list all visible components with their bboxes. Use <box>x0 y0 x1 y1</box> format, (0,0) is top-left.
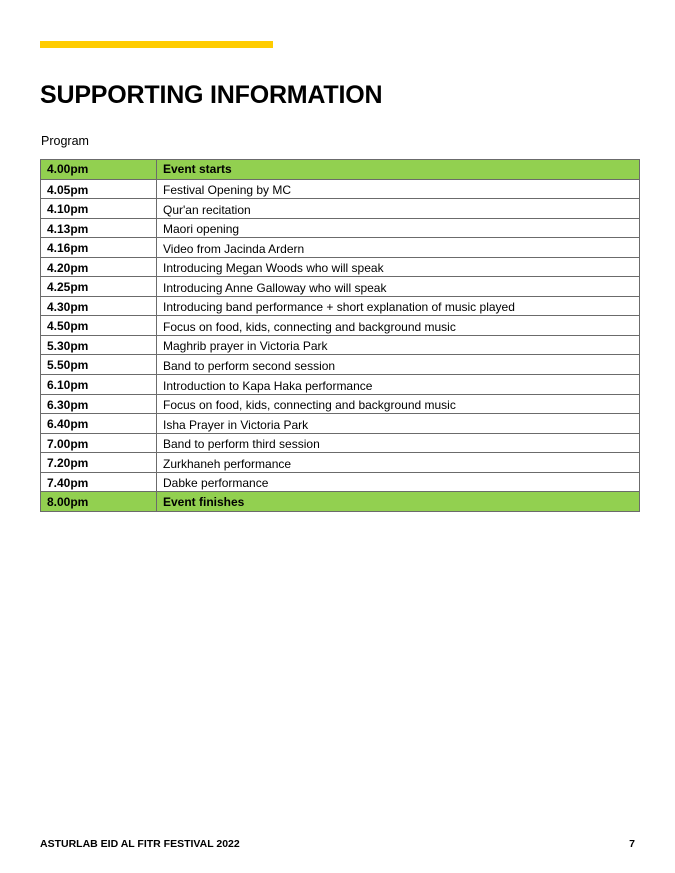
time-cell: 5.50pm <box>41 355 157 375</box>
event-cell: Focus on food, kids, connecting and background music <box>157 316 640 336</box>
page-number: 7 <box>629 838 635 850</box>
event-cell: Qur'an recitation <box>157 199 640 219</box>
time-cell: 4.13pm <box>41 218 157 238</box>
table-row <box>41 375 640 395</box>
table-row <box>41 335 640 355</box>
time-cell: 7.40pm <box>41 472 157 492</box>
time-cell: 4.50pm <box>41 316 157 336</box>
table-row <box>41 257 640 277</box>
event-cell: Introduction to Kapa Haka performance <box>157 375 640 395</box>
table-row <box>41 199 640 219</box>
time-cell: 4.10pm <box>41 199 157 219</box>
section-label: Program <box>41 134 89 148</box>
time-cell: 4.20pm <box>41 257 157 277</box>
time-cell: 4.05pm <box>41 179 157 199</box>
event-cell: Event finishes <box>157 492 640 512</box>
program-table <box>40 159 640 512</box>
table-row <box>41 296 640 316</box>
event-cell: Introducing Megan Woods who will speak <box>157 257 640 277</box>
table-row <box>41 355 640 375</box>
event-cell: Focus on food, kids, connecting and background music <box>157 394 640 414</box>
time-cell: 5.30pm <box>41 335 157 355</box>
event-cell: Isha Prayer in Victoria Park <box>157 414 640 434</box>
event-cell: Maghrib prayer in Victoria Park <box>157 335 640 355</box>
event-cell: Maori opening <box>157 218 640 238</box>
table-row-highlight <box>41 492 640 512</box>
time-cell: 6.40pm <box>41 414 157 434</box>
time-cell: 4.30pm <box>41 296 157 316</box>
footer-title: ASTURLAB EID AL FITR FESTIVAL 2022 <box>40 838 240 850</box>
event-cell: Zurkhaneh performance <box>157 453 640 473</box>
table-row <box>41 238 640 258</box>
table-row-highlight <box>41 160 640 180</box>
time-cell: 6.30pm <box>41 394 157 414</box>
time-cell: 6.10pm <box>41 375 157 395</box>
table-row <box>41 394 640 414</box>
table-row <box>41 179 640 199</box>
event-cell: Band to perform third session <box>157 433 640 453</box>
event-cell: Introducing Anne Galloway who will speak <box>157 277 640 297</box>
accent-bar <box>40 41 273 48</box>
event-cell: Dabke performance <box>157 472 640 492</box>
event-cell: Event starts <box>157 160 640 180</box>
table-row <box>41 472 640 492</box>
page-title: SUPPORTING INFORMATION <box>40 81 383 109</box>
time-cell: 8.00pm <box>41 492 157 512</box>
table-row <box>41 433 640 453</box>
table-row <box>41 218 640 238</box>
program-table-body <box>41 160 640 512</box>
table-row <box>41 453 640 473</box>
event-cell: Introducing band performance + short explanation of music played <box>157 296 640 316</box>
table-row <box>41 316 640 336</box>
table-row <box>41 414 640 434</box>
time-cell: 7.00pm <box>41 433 157 453</box>
time-cell: 4.25pm <box>41 277 157 297</box>
event-cell: Festival Opening by MC <box>157 179 640 199</box>
time-cell: 4.00pm <box>41 160 157 180</box>
event-cell: Band to perform second session <box>157 355 640 375</box>
table-row <box>41 277 640 297</box>
event-cell: Video from Jacinda Ardern <box>157 238 640 258</box>
time-cell: 7.20pm <box>41 453 157 473</box>
time-cell: 4.16pm <box>41 238 157 258</box>
